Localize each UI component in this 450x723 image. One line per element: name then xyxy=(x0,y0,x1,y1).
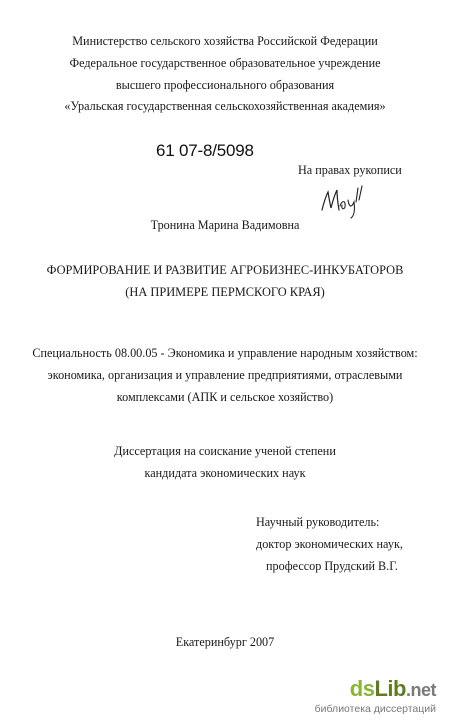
ministry-line: Министерство сельского хозяйства Российской Федерации xyxy=(72,34,378,48)
author-signature xyxy=(318,180,368,220)
degree-line-2: кандидата экономических наук xyxy=(144,466,306,480)
supervisor-degree: доктор экономических наук, xyxy=(256,537,403,551)
supervisor-name: профессор Прудский В.Г. xyxy=(266,559,398,573)
dslib-subtitle: библиотека диссертаций xyxy=(314,703,436,715)
dslib-watermark xyxy=(312,676,436,720)
city-year: Екатеринбург 2007 xyxy=(175,635,275,649)
specialty-line-1: Специальность 08.00.05 - Экономика и управление народным хозяйством: xyxy=(32,346,418,360)
institution-type-line: Федеральное государственное образовательное учреждение xyxy=(69,56,381,70)
dissertation-title-line-1: ФОРМИРОВАНИЕ И РАЗВИТИЕ АГРОБИЗНЕС-ИНКУБАТОРОВ xyxy=(46,263,404,277)
dslib-logo: dsLib.net xyxy=(349,676,436,701)
specialty-line-3: комплексами (АПК и сельское хозяйство) xyxy=(116,390,334,404)
library-stamp-code: 61 07-8/5098 xyxy=(156,141,254,160)
specialty-line-2: экономика, организация и управление предприятиями, отраслевыми xyxy=(47,368,403,382)
supervisor-heading: Научный руководитель: xyxy=(256,515,380,529)
author-name: Тронина Марина Вадимовна xyxy=(150,218,300,232)
degree-line-1: Диссертация на соискание ученой степени xyxy=(114,444,336,458)
education-level-line: высшего профессионального образования xyxy=(115,78,335,92)
manuscript-rights-label: На правах рукописи xyxy=(298,163,402,177)
dissertation-title-line-2: (НА ПРИМЕРЕ ПЕРМСКОГО КРАЯ) xyxy=(125,285,325,299)
academy-name-line: «Уральская государственная сельскохозяйственная академия» xyxy=(64,99,386,113)
